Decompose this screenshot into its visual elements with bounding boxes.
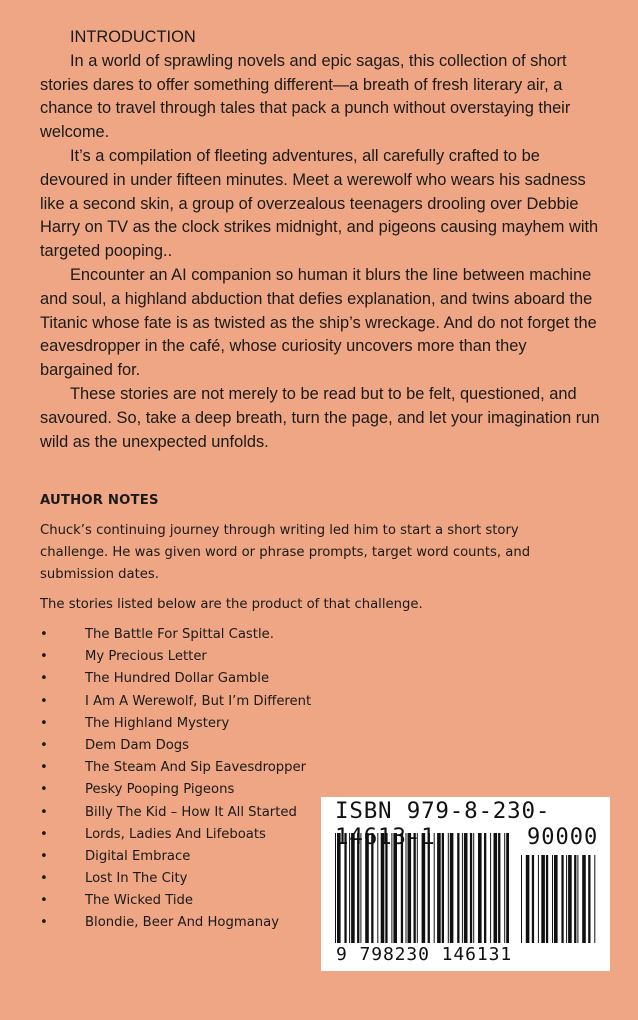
introduction-section	[40, 26, 600, 454]
author-notes-paragraph: The stories listed below are the product of that challenge.	[40, 597, 423, 612]
bullet-icon: •	[40, 848, 48, 864]
story-title: Lords, Ladies And Lifeboats	[85, 826, 266, 842]
story-list-item	[40, 624, 560, 646]
bullet-icon: •	[40, 893, 48, 909]
barcode-bar	[546, 855, 548, 943]
story-title: Pesky Pooping Pigeons	[85, 782, 235, 798]
bullet-icon: •	[40, 871, 48, 887]
story-title: The Battle For Spittal Castle.	[85, 627, 274, 642]
bullet-icon: •	[40, 737, 48, 753]
introduction-heading: INTRODUCTION	[70, 28, 196, 46]
barcode-bar	[538, 855, 539, 943]
bullet-icon: •	[40, 804, 48, 820]
story-title: The Steam And Sip Eavesdropper	[85, 760, 307, 776]
bullet-icon: •	[40, 915, 48, 931]
story-title: The Hundred Dollar Gamble	[85, 671, 270, 687]
bullet-icon: •	[40, 782, 48, 798]
bullet-icon: •	[40, 649, 48, 665]
story-title: Billy The Kid – How It All Started	[85, 804, 297, 820]
bullet-icon: •	[40, 715, 48, 731]
intro-paragraph: In a world of sprawling novels and epic sagas, this collection of short stories dares to offer something different—a breath of fresh literary air, a chance to travel through tales that pack a punch without overstaying their welcome.	[40, 51, 571, 142]
story-title: The Wicked Tide	[85, 893, 194, 909]
story-title: The Highland Mystery	[85, 715, 230, 731]
barcode-bar	[521, 855, 522, 943]
bullet-icon: •	[40, 826, 48, 842]
story-title: Digital Embrace	[85, 848, 191, 864]
barcode-bar	[577, 855, 578, 943]
barcode-bar	[588, 855, 590, 943]
story-list-item	[40, 646, 560, 668]
story-title: I Am A Werewolf, But I’m Different	[85, 693, 312, 709]
isbn-barcode-block	[321, 797, 610, 971]
bullet-icon: •	[40, 627, 48, 642]
barcode-bar	[554, 855, 558, 943]
intro-paragraph: These stories are not merely to be read but to be felt, questioned, and savoured. So, take a deep breath, turn the page, and let your imagination run wild as the unexpected unfolds.	[40, 384, 600, 451]
barcode-bar	[532, 855, 534, 943]
author-notes-title: AUTHOR NOTES	[40, 493, 159, 508]
barcode-bar	[574, 855, 576, 943]
story-list-item	[40, 713, 560, 735]
barcode-digits: 9 798230 146131	[336, 944, 513, 965]
story-list-item	[40, 668, 560, 690]
barcode-bar	[541, 855, 545, 943]
intro-paragraph: Encounter an AI companion so human it blurs the line between machine and soul, a highland abduction that defies explanation, and twins aboard the Titanic whose fate is as twisted as the ship’s wreckage. And do not forget the eavesdropper in the café, whose curiosity uncovers more than they bargained for.	[40, 265, 597, 380]
story-title: Lost In The City	[85, 871, 188, 887]
barcode-bar	[561, 855, 563, 943]
intro-paragraph: It’s a compilation of fleeting adventures, all carefully crafted to be devoured in under fifteen minutes. Meet a werewolf who wears his sadness like a second skin, a group of overzealous teenagers drooling over Debbie Harry on TV as the clock strikes midnight, and pigeons causing mayhem with targeted pooping..	[40, 146, 599, 261]
price-code: 90000	[527, 825, 599, 850]
story-list-item	[40, 757, 560, 779]
story-title: Blondie, Beer And Hogmanay	[85, 915, 280, 931]
barcode-bar	[582, 855, 586, 943]
bullet-icon: •	[40, 693, 48, 709]
barcode-bar	[566, 855, 567, 943]
author-notes-paragraph: Chuck’s continuing journey through writing led him to start a short story challenge. He was given word or phrase prompts, target word counts, and submission dates.	[40, 523, 531, 582]
barcode-bar	[552, 855, 553, 943]
barcode-bar	[526, 855, 530, 943]
bullet-icon: •	[40, 760, 48, 776]
isbn-label: ISBN 979-8-230-14613-1	[335, 798, 551, 850]
story-title: My Precious Letter	[85, 649, 207, 665]
story-list-item	[40, 735, 560, 757]
story-title: Dem Dam Dogs	[85, 737, 190, 753]
barcode-bar	[594, 855, 595, 943]
barcode-bar	[568, 855, 572, 943]
story-list-item	[40, 691, 560, 713]
bullet-icon: •	[40, 671, 48, 687]
